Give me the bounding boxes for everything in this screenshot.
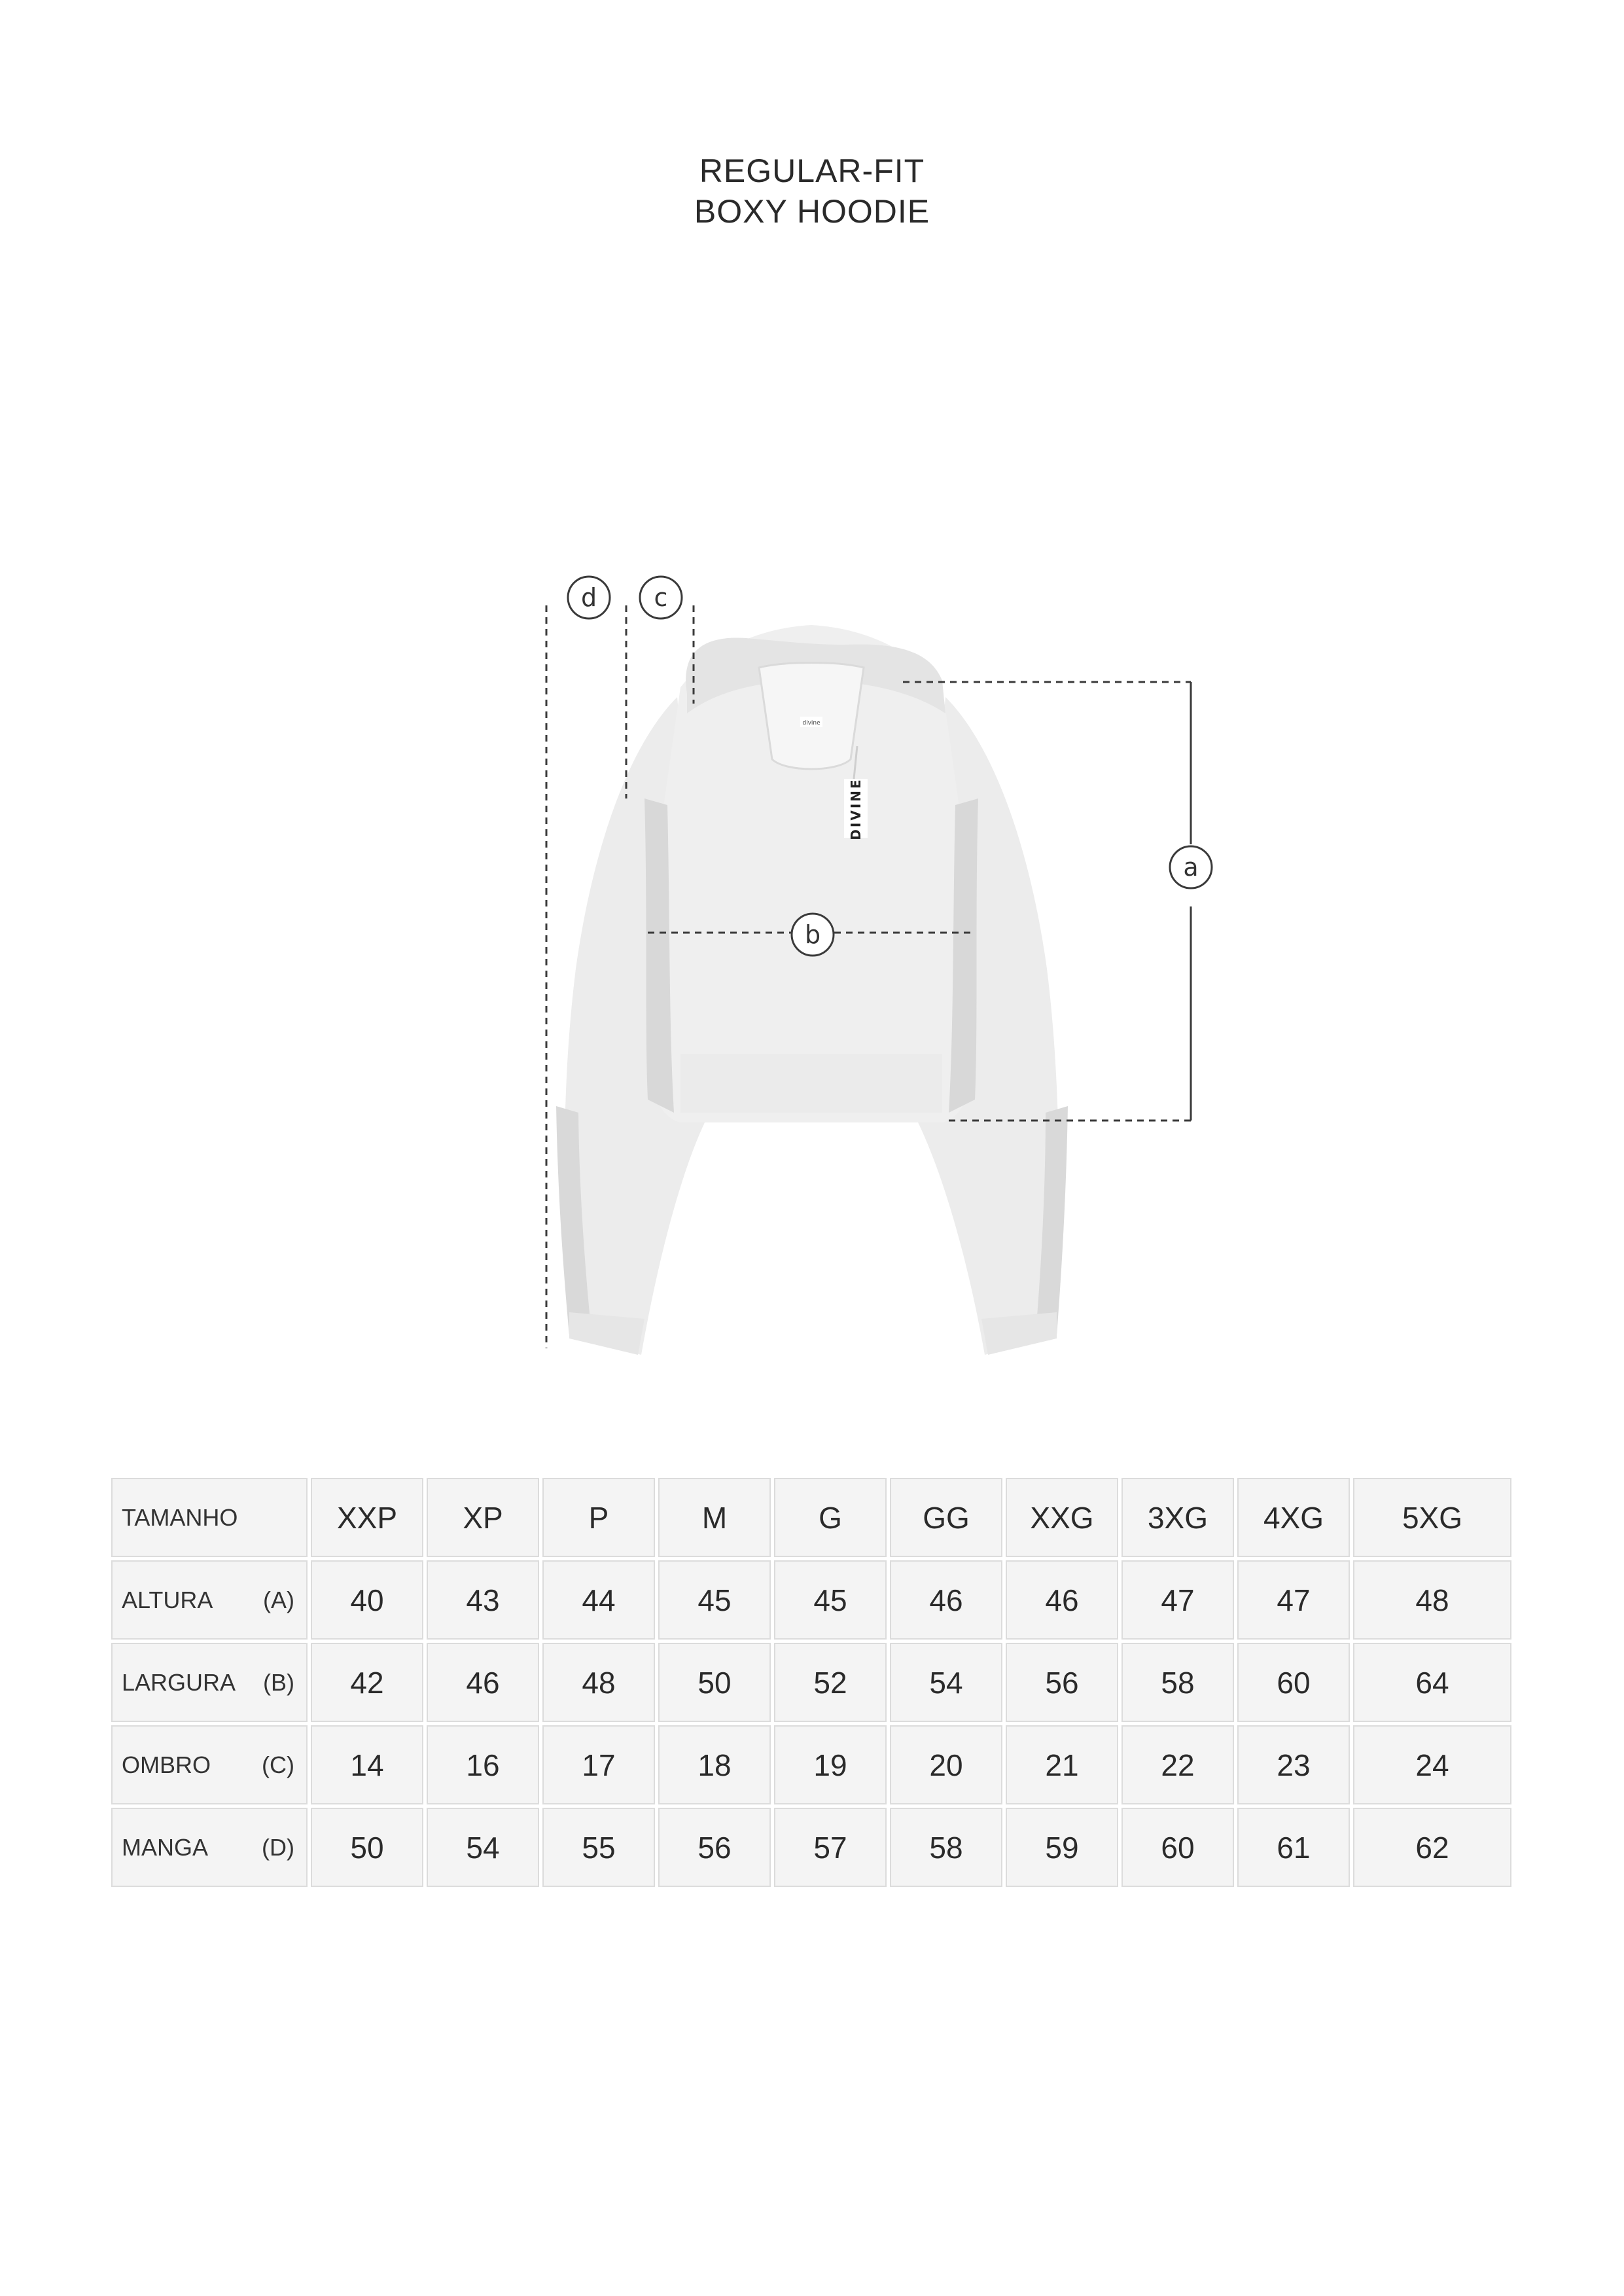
right-cuff <box>981 1312 1057 1355</box>
size-3xg: 3XG <box>1121 1478 1234 1557</box>
table-cell: 55 <box>542 1808 655 1887</box>
table-cell: 23 <box>1237 1725 1350 1804</box>
table-cell: 17 <box>542 1725 655 1804</box>
table-cell: 48 <box>542 1643 655 1722</box>
table-cell: 60 <box>1121 1808 1234 1887</box>
row-code: (A) <box>263 1586 294 1613</box>
size-xp: XP <box>427 1478 539 1557</box>
title-line-2: BOXY HOODIE <box>694 193 930 230</box>
table-cell: 60 <box>1237 1643 1350 1722</box>
title-line-1: REGULAR-FIT <box>699 152 925 189</box>
svg-text:a: a <box>1183 853 1199 882</box>
table-cell: 54 <box>427 1808 539 1887</box>
dim-label-a <box>1170 846 1212 888</box>
left-cuff <box>569 1312 644 1355</box>
row-label-manga <box>111 1808 308 1887</box>
svg-text:c: c <box>654 583 668 612</box>
row-label-ombro <box>111 1725 308 1804</box>
table-cell: 20 <box>890 1725 1002 1804</box>
size-4xg: 4XG <box>1237 1478 1350 1557</box>
row-label-largura <box>111 1643 308 1722</box>
size-g: G <box>774 1478 887 1557</box>
table-cell: 43 <box>427 1560 539 1640</box>
svg-text:b: b <box>804 920 821 949</box>
row-label-text: ALTURA <box>122 1586 213 1613</box>
table-cell: 50 <box>658 1643 771 1722</box>
table-cell: 52 <box>774 1643 887 1722</box>
table-cell: 46 <box>427 1643 539 1722</box>
hood-opening <box>759 663 864 770</box>
hoodie-illustration <box>556 625 1068 1355</box>
dim-label-c <box>640 577 682 619</box>
table-row-ombro <box>111 1725 1511 1804</box>
table-cell: 21 <box>1006 1725 1118 1804</box>
size-chart-table <box>108 1475 1515 1890</box>
table-cell: 45 <box>658 1560 771 1640</box>
table-cell: 16 <box>427 1725 539 1804</box>
table-cell: 64 <box>1353 1643 1511 1722</box>
row-label-text: MANGA <box>122 1833 209 1861</box>
svg-text:d: d <box>580 583 597 612</box>
table-row-altura <box>111 1560 1511 1640</box>
table-row-largura <box>111 1643 1511 1722</box>
table-cell: 54 <box>890 1643 1002 1722</box>
brand-label-text: DIVINE <box>848 778 864 840</box>
table-cell: 18 <box>658 1725 771 1804</box>
table-cell: 19 <box>774 1725 887 1804</box>
table-cell: 61 <box>1237 1808 1350 1887</box>
waistband <box>680 1054 942 1113</box>
table-cell: 44 <box>542 1560 655 1640</box>
table-cell: 57 <box>774 1808 887 1887</box>
row-code: (C) <box>262 1751 294 1778</box>
table-cell: 58 <box>1121 1643 1234 1722</box>
size-p: P <box>542 1478 655 1557</box>
table-cell: 22 <box>1121 1725 1234 1804</box>
table-cell: 56 <box>658 1808 771 1887</box>
table-cell: 45 <box>774 1560 887 1640</box>
row-label-altura <box>111 1560 308 1640</box>
table-cell: 62 <box>1353 1808 1511 1887</box>
row-label-text: OMBRO <box>122 1751 211 1778</box>
table-cell: 48 <box>1353 1560 1511 1640</box>
table-cell: 59 <box>1006 1808 1118 1887</box>
table-cell: 50 <box>311 1808 423 1887</box>
size-gg: GG <box>890 1478 1002 1557</box>
size-header-row <box>111 1478 1511 1557</box>
size-m: M <box>658 1478 771 1557</box>
table-cell: 47 <box>1237 1560 1350 1640</box>
table-cell: 24 <box>1353 1725 1511 1804</box>
dim-label-d <box>568 577 610 619</box>
size-xxg: XXG <box>1006 1478 1118 1557</box>
table-cell: 56 <box>1006 1643 1118 1722</box>
dim-label-b <box>792 914 834 956</box>
size-5xg: 5XG <box>1353 1478 1511 1557</box>
table-cell: 47 <box>1121 1560 1234 1640</box>
table-cell: 42 <box>311 1643 423 1722</box>
row-label-text: LARGURA <box>122 1668 236 1696</box>
table-cell: 58 <box>890 1808 1002 1887</box>
table-cell: 14 <box>311 1725 423 1804</box>
table-row-manga <box>111 1808 1511 1887</box>
size-header-label: TAMANHO <box>111 1478 308 1557</box>
neck-tag-text: divine <box>802 720 821 726</box>
size-xxp: XXP <box>311 1478 423 1557</box>
row-code: (D) <box>262 1833 294 1861</box>
row-code: (B) <box>263 1668 294 1696</box>
table-cell: 40 <box>311 1560 423 1640</box>
table-cell: 46 <box>1006 1560 1118 1640</box>
table-cell: 46 <box>890 1560 1002 1640</box>
